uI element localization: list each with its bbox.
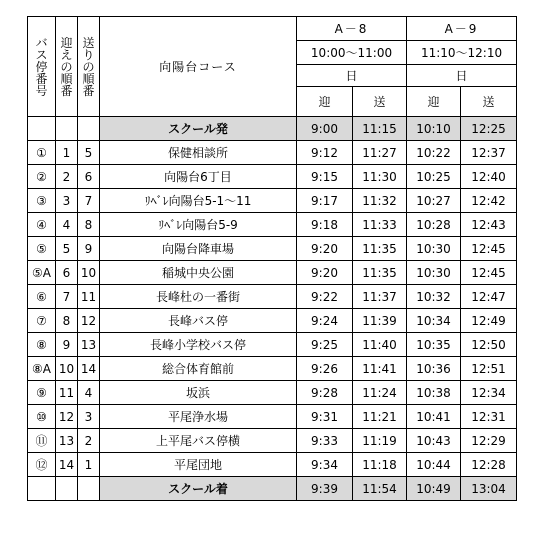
pickup-order-header-char: え — [60, 47, 73, 62]
dropoff-order: 3 — [78, 405, 100, 429]
stop-row — [28, 357, 517, 381]
stop-row — [28, 381, 517, 405]
stop-number: ④ — [28, 213, 56, 237]
a9-dropoff-time: 12:29 — [461, 429, 517, 453]
a8-dropoff-time: 11:24 — [353, 381, 407, 405]
a8-dropoff-time: 11:27 — [353, 141, 407, 165]
stop-number: ⑧ — [28, 333, 56, 357]
a9-pickup-time: 10:44 — [407, 453, 461, 477]
a9-dropoff-time: 12:31 — [461, 405, 517, 429]
dropoff-order: 7 — [78, 189, 100, 213]
pickup-order: 13 — [56, 429, 78, 453]
pickup-order: 7 — [56, 285, 78, 309]
a9-pickup-time: 10:22 — [407, 141, 461, 165]
stop-name: 保健相談所 — [100, 141, 297, 165]
header-pickup-order — [56, 17, 78, 117]
stop-name: 平尾団地 — [100, 453, 297, 477]
stop-number: ② — [28, 165, 56, 189]
stop-number: ③ — [28, 189, 56, 213]
hours-a8: 10:00～11:00 — [297, 41, 407, 65]
a9-pickup-time: 10:25 — [407, 165, 461, 189]
stop-row — [28, 189, 517, 213]
a8-pickup-time: 9:18 — [297, 213, 353, 237]
a9-pickup-time: 10:35 — [407, 333, 461, 357]
stop-name: 向陽台6丁目 — [100, 165, 297, 189]
a8-pickup-time: 9:12 — [297, 141, 353, 165]
a8-dropoff-time: 11:39 — [353, 309, 407, 333]
stop-name: 上平尾バス停横 — [100, 429, 297, 453]
pickup-order: 12 — [56, 405, 78, 429]
a8-pickup-time: 9:15 — [297, 165, 353, 189]
stop-number: ⑦ — [28, 309, 56, 333]
stop-row — [28, 261, 517, 285]
a8-dropoff-header: 送 — [353, 87, 407, 117]
pickup-order: 4 — [56, 213, 78, 237]
stop-row — [28, 405, 517, 429]
blank-cell — [56, 477, 78, 501]
school-departure-label: スクール発 — [100, 117, 297, 141]
pickup-order: 14 — [56, 453, 78, 477]
a8-dropoff-time: 11:18 — [353, 453, 407, 477]
a9-dropoff-time: 12:42 — [461, 189, 517, 213]
stop-row — [28, 453, 517, 477]
a8-dropoff-time: 11:40 — [353, 333, 407, 357]
stop-number: ⑫ — [28, 453, 56, 477]
dropoff-order: 14 — [78, 357, 100, 381]
a9-pickup-time: 10:30 — [407, 261, 461, 285]
start-a9-pickup: 10:10 — [407, 117, 461, 141]
a9-pickup-header: 迎 — [407, 87, 461, 117]
stop-name: 長峰小学校バス停 — [100, 333, 297, 357]
blank-cell — [78, 477, 100, 501]
a9-dropoff-time: 12:47 — [461, 285, 517, 309]
a8-dropoff-time: 11:33 — [353, 213, 407, 237]
dropoff-order: 12 — [78, 309, 100, 333]
bus-timetable — [27, 16, 517, 501]
stop-name: 総合体育館前 — [100, 357, 297, 381]
stop-row — [28, 333, 517, 357]
dropoff-order: 9 — [78, 237, 100, 261]
stop-name: ﾘﾍﾞﾚ向陽台5-9 — [100, 213, 297, 237]
dropoff-order-header-char: 順 — [82, 71, 95, 86]
a8-dropoff-time: 11:41 — [353, 357, 407, 381]
dropoff-order: 5 — [78, 141, 100, 165]
a8-dropoff-time: 11:35 — [353, 261, 407, 285]
school-departure-row — [28, 117, 517, 141]
header-dropoff-order — [78, 17, 100, 117]
a8-dropoff-time: 11:32 — [353, 189, 407, 213]
a9-pickup-time: 10:30 — [407, 237, 461, 261]
stop-name: 向陽台降車場 — [100, 237, 297, 261]
stop-row — [28, 309, 517, 333]
a9-pickup-time: 10:41 — [407, 405, 461, 429]
dropoff-order-header-char: の — [82, 59, 95, 74]
a9-dropoff-time: 12:51 — [461, 357, 517, 381]
a9-pickup-time: 10:43 — [407, 429, 461, 453]
pickup-order: 3 — [56, 189, 78, 213]
a8-dropoff-time: 11:30 — [353, 165, 407, 189]
a9-dropoff-time: 12:50 — [461, 333, 517, 357]
stop-number: ⑩ — [28, 405, 56, 429]
pickup-order-header-char: 順 — [60, 71, 73, 86]
pickup-order: 10 — [56, 357, 78, 381]
pickup-order: 5 — [56, 237, 78, 261]
stop-row — [28, 429, 517, 453]
dropoff-order-header-char: 送 — [82, 35, 95, 50]
pickup-order: 1 — [56, 141, 78, 165]
stop-name: ﾘﾍﾞﾚ向陽台5-1～11 — [100, 189, 297, 213]
pickup-order-header-char: 番 — [60, 83, 73, 98]
start-a8-dropoff: 11:15 — [353, 117, 407, 141]
a8-pickup-time: 9:20 — [297, 261, 353, 285]
a8-pickup-time: 9:20 — [297, 237, 353, 261]
stop-row — [28, 213, 517, 237]
stop-row — [28, 141, 517, 165]
a9-dropoff-time: 12:40 — [461, 165, 517, 189]
stop-number-header-char: 番 — [35, 71, 48, 86]
a9-dropoff-time: 12:37 — [461, 141, 517, 165]
a9-pickup-time: 10:36 — [407, 357, 461, 381]
a9-dropoff-time: 12:45 — [461, 237, 517, 261]
a8-dropoff-time: 11:37 — [353, 285, 407, 309]
route-a8: A－8 — [297, 17, 407, 41]
day-a9: 日 — [407, 65, 517, 87]
a9-dropoff-time: 12:34 — [461, 381, 517, 405]
dropoff-order: 11 — [78, 285, 100, 309]
stop-number: ⑪ — [28, 429, 56, 453]
stop-number-header-char: バ — [35, 35, 48, 50]
a8-pickup-time: 9:24 — [297, 309, 353, 333]
hours-a9: 11:10～12:10 — [407, 41, 517, 65]
a8-pickup-time: 9:28 — [297, 381, 353, 405]
pickup-order: 11 — [56, 381, 78, 405]
stop-number-header-char: ス — [35, 47, 48, 62]
a9-pickup-time: 10:32 — [407, 285, 461, 309]
dropoff-order: 8 — [78, 213, 100, 237]
a8-dropoff-time: 11:19 — [353, 429, 407, 453]
a8-pickup-time: 9:22 — [297, 285, 353, 309]
stop-number: ① — [28, 141, 56, 165]
blank-cell — [28, 477, 56, 501]
school-arrival-label: スクール着 — [100, 477, 297, 501]
stop-number: ⑧A — [28, 357, 56, 381]
end-a8-pickup: 9:39 — [297, 477, 353, 501]
stop-name: 稲城中央公園 — [100, 261, 297, 285]
day-a8: 日 — [297, 65, 407, 87]
a8-pickup-header: 迎 — [297, 87, 353, 117]
a8-pickup-time: 9:34 — [297, 453, 353, 477]
dropoff-order: 1 — [78, 453, 100, 477]
stop-name: 平尾浄水場 — [100, 405, 297, 429]
dropoff-order: 2 — [78, 429, 100, 453]
pickup-order-header-char: 迎 — [60, 35, 73, 50]
stop-number-header-char: 号 — [35, 83, 48, 98]
start-a8-pickup: 9:00 — [297, 117, 353, 141]
dropoff-order: 10 — [78, 261, 100, 285]
stop-name: 長峰バス停 — [100, 309, 297, 333]
pickup-order: 6 — [56, 261, 78, 285]
a9-dropoff-time: 12:45 — [461, 261, 517, 285]
a8-pickup-time: 9:31 — [297, 405, 353, 429]
stop-number: ⑤A — [28, 261, 56, 285]
a9-dropoff-time: 12:49 — [461, 309, 517, 333]
a8-dropoff-time: 11:35 — [353, 237, 407, 261]
a9-dropoff-time: 12:43 — [461, 213, 517, 237]
stop-name: 長峰杜の一番街 — [100, 285, 297, 309]
a8-pickup-time: 9:33 — [297, 429, 353, 453]
end-a9-pickup: 10:49 — [407, 477, 461, 501]
header-stop-number — [28, 17, 56, 117]
a9-pickup-time: 10:28 — [407, 213, 461, 237]
dropoff-order-header-char: り — [82, 47, 95, 62]
a9-pickup-time: 10:38 — [407, 381, 461, 405]
dropoff-order: 13 — [78, 333, 100, 357]
a8-pickup-time: 9:26 — [297, 357, 353, 381]
a9-dropoff-header: 送 — [461, 87, 517, 117]
pickup-order-header-char: の — [60, 59, 73, 74]
school-arrival-row — [28, 477, 517, 501]
end-a9-dropoff: 13:04 — [461, 477, 517, 501]
stop-row — [28, 237, 517, 261]
stop-row — [28, 165, 517, 189]
dropoff-order: 6 — [78, 165, 100, 189]
a8-dropoff-time: 11:21 — [353, 405, 407, 429]
route-a9: A－9 — [407, 17, 517, 41]
stop-number: ⑨ — [28, 381, 56, 405]
pickup-order: 8 — [56, 309, 78, 333]
a9-pickup-time: 10:27 — [407, 189, 461, 213]
stop-number: ⑥ — [28, 285, 56, 309]
stop-name: 坂浜 — [100, 381, 297, 405]
end-a8-dropoff: 11:54 — [353, 477, 407, 501]
dropoff-order-header-char: 番 — [82, 83, 95, 98]
stop-row — [28, 285, 517, 309]
dropoff-order: 4 — [78, 381, 100, 405]
stop-number: ⑤ — [28, 237, 56, 261]
pickup-order: 2 — [56, 165, 78, 189]
pickup-order: 9 — [56, 333, 78, 357]
a9-pickup-time: 10:34 — [407, 309, 461, 333]
course-title: 向陽台コース — [100, 17, 297, 117]
a9-dropoff-time: 12:28 — [461, 453, 517, 477]
a8-pickup-time: 9:17 — [297, 189, 353, 213]
a8-pickup-time: 9:25 — [297, 333, 353, 357]
stop-number-header-char: 停 — [35, 59, 48, 74]
start-a9-dropoff: 12:25 — [461, 117, 517, 141]
